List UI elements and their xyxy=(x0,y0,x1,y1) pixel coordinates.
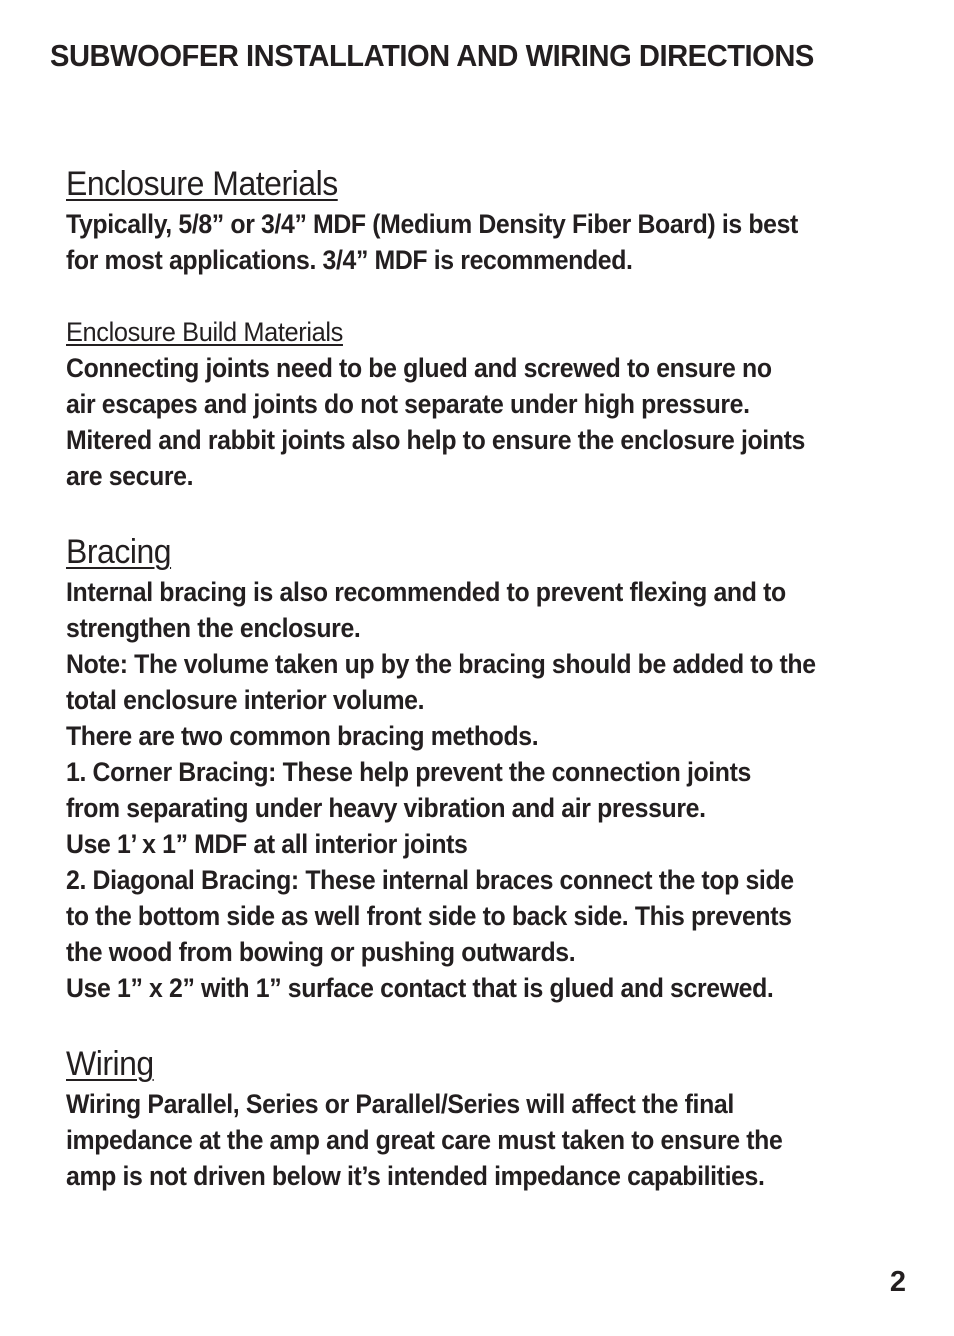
paragraph-line: 1. Corner Bracing: These help prevent the connection joints xyxy=(66,757,751,787)
section-enclosure-build-materials xyxy=(66,314,926,494)
page-title: SUBWOOFER INSTALLATION AND WIRING DIRECTIONS xyxy=(50,38,814,73)
section-enclosure-materials xyxy=(66,162,926,278)
paragraph-line: strengthen the enclosure. xyxy=(66,613,361,643)
document-body xyxy=(66,162,926,1194)
paragraph-line: 2. Diagonal Bracing: These internal braces connect the top side xyxy=(66,865,794,895)
section-wiring xyxy=(66,1042,926,1194)
paragraph-line: Typically, 5/8” or 3/4” MDF (Medium Density Fiber Board) is best xyxy=(66,209,798,239)
paragraph-line: impedance at the amp and great care must taken to ensure the xyxy=(66,1125,783,1155)
paragraph-line: total enclosure interior volume. xyxy=(66,685,425,715)
section-heading: Bracing xyxy=(66,533,172,571)
paragraph-line: Connecting joints need to be glued and screwed to ensure no xyxy=(66,353,772,383)
paragraph-line: for most applications. 3/4” MDF is recommended. xyxy=(66,245,633,275)
page-number: 2 xyxy=(889,1266,906,1298)
section-bracing xyxy=(66,530,926,1006)
section-heading: Wiring xyxy=(66,1045,154,1083)
paragraph-line: Note: The volume taken up by the bracing should be added to the xyxy=(66,649,816,679)
paragraph-line: Use 1” x 2” with 1” surface contact that is glued and screwed. xyxy=(66,973,774,1003)
section-heading: Enclosure Materials xyxy=(66,165,338,203)
paragraph-line: There are two common bracing methods. xyxy=(66,721,539,751)
paragraph-line: are secure. xyxy=(66,461,194,491)
paragraph-line: Wiring Parallel, Series or Parallel/Series will affect the final xyxy=(66,1089,734,1119)
paragraph-line: Use 1’ x 1” MDF at all interior joints xyxy=(66,829,468,859)
paragraph-line: from separating under heavy vibration and air pressure. xyxy=(66,793,706,823)
paragraph-line: Internal bracing is also recommended to prevent flexing and to xyxy=(66,577,786,607)
paragraph-line: air escapes and joints do not separate under high pressure. xyxy=(66,389,750,419)
paragraph-line: the wood from bowing or pushing outwards. xyxy=(66,937,576,967)
paragraph-line: to the bottom side as well front side to back side. This prevents xyxy=(66,901,792,931)
paragraph-line: Mitered and rabbit joints also help to ensure the enclosure joints xyxy=(66,425,805,455)
paragraph-line: amp is not driven below it’s intended impedance capabilities. xyxy=(66,1161,765,1191)
section-heading: Enclosure Build Materials xyxy=(66,317,343,347)
